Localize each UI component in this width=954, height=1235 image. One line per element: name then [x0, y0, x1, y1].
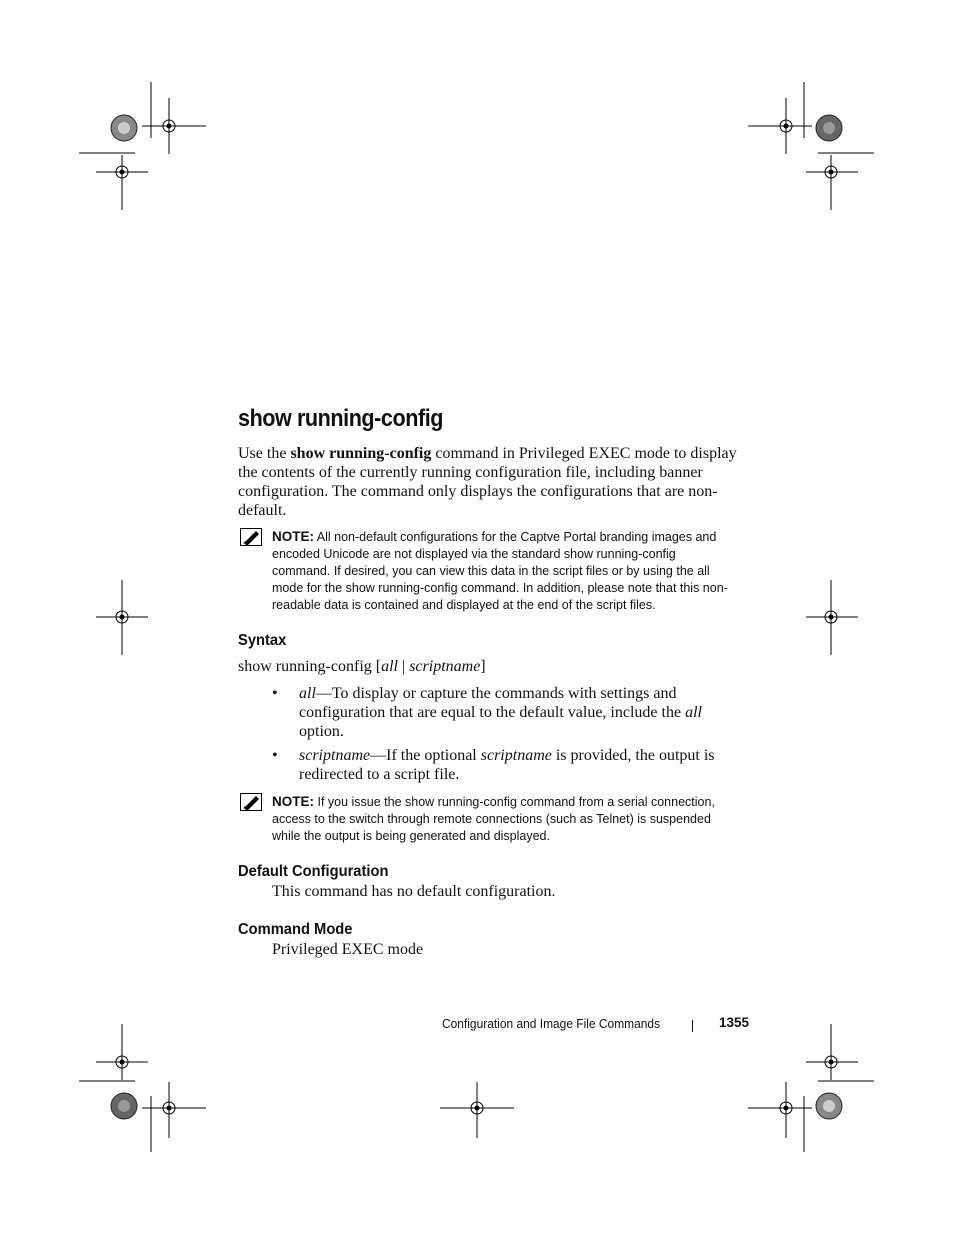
bullet-term: scriptname	[299, 747, 371, 764]
footer-section-title: Configuration and Image File Commands	[442, 1016, 661, 1031]
intro-suffix: command in Privileged EXEC mode to display the contents of the currently running configuration file, including banner configuration. The command only displays the configurations that are non-default.	[238, 445, 737, 519]
bullet-tail: is provided, the output is redirected to a script file.	[299, 747, 715, 783]
bullet-dot: •	[272, 685, 278, 702]
note-lead: NOTE:	[272, 529, 314, 544]
intro-paragraph	[238, 444, 738, 520]
intro-command: show running-config	[290, 445, 432, 462]
list-item	[272, 684, 722, 741]
pencil-note-icon	[240, 793, 262, 811]
pencil-note-icon	[240, 528, 262, 546]
intro-prefix: Use the	[238, 445, 291, 462]
syntax-separator: |	[397, 658, 410, 675]
footer-divider	[692, 1020, 693, 1032]
command-mode-text: Privileged EXEC mode	[272, 941, 424, 958]
syntax-command: show running-config [	[238, 658, 382, 675]
page-number: 1355	[719, 1015, 750, 1030]
page-title: show running-config	[238, 405, 444, 432]
note-box	[240, 793, 736, 845]
bullet-term-inline: all	[685, 704, 702, 721]
note-text: All non-default configurations for the Captve Portal branding images and encoded Unicode are not displayed via the standard show running-config command. If desired, you can view this data in the script files or by using the all mode for the show running-config command. In addition, please note that this non-readable data is contained and displayed at the end of the script files.	[272, 530, 728, 612]
syntax-heading: Syntax	[238, 632, 287, 649]
note-box	[240, 528, 736, 614]
bullet-term-inline: scriptname	[480, 747, 552, 764]
default-config-text: This command has no default configuration.	[272, 883, 556, 900]
bullet-text: —To display or capture the commands with settings and configuration that are equal to the default value, include the	[299, 685, 686, 721]
note-command: show running-config	[405, 795, 517, 809]
bullet-dot: •	[272, 747, 278, 764]
bullet-term: all	[299, 685, 316, 702]
note-prefix: If you issue the	[314, 795, 406, 809]
syntax-option-all: all	[381, 658, 398, 675]
list-item	[272, 746, 722, 784]
syntax-option-scriptname: scriptname	[409, 658, 481, 675]
syntax-line	[238, 658, 486, 676]
command-mode-heading: Command Mode	[238, 921, 353, 938]
bullet-text: —If the optional	[370, 747, 481, 764]
syntax-close: ]	[480, 658, 486, 675]
note-suffix: command from a serial connection, access to the switch through remote connections (such as Telnet) is suspended while the output is being generated and displayed.	[272, 795, 715, 843]
bullet-tail: option.	[299, 723, 344, 740]
note-lead: NOTE:	[272, 794, 314, 809]
default-config-heading: Default Configuration	[238, 863, 389, 880]
